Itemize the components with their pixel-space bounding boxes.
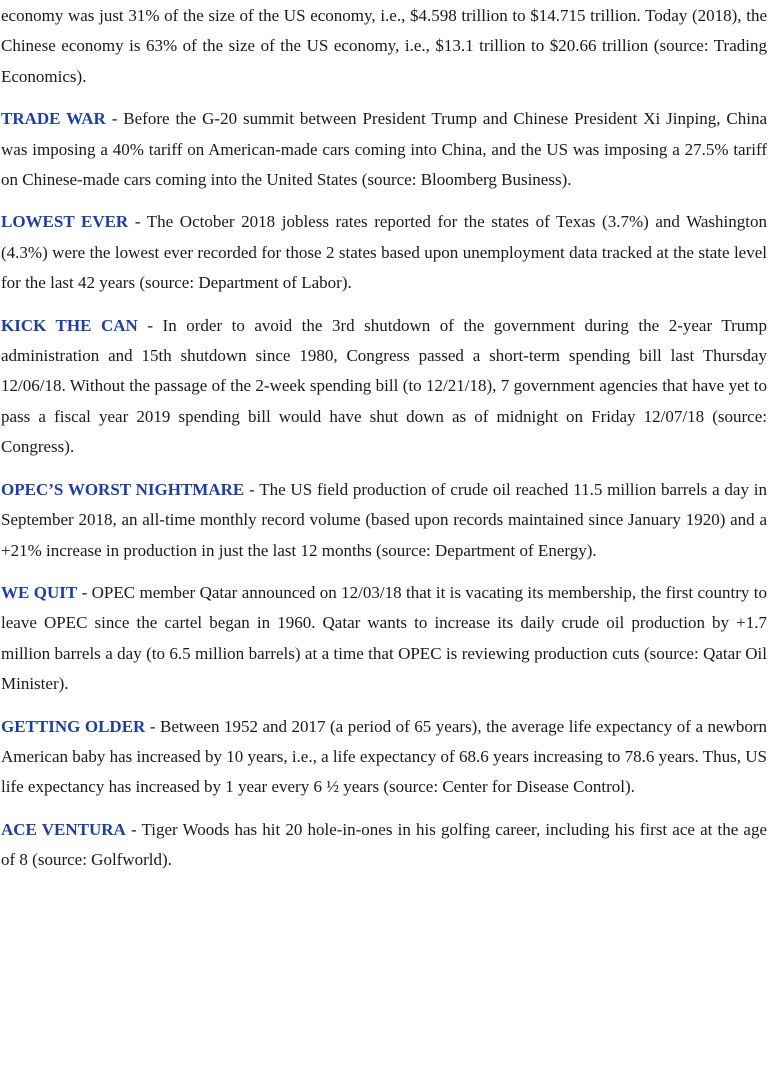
item-heading: WE QUIT (1, 582, 78, 602)
heading-separator: - (105, 109, 124, 129)
item-trade-war (1, 104, 767, 195)
item-heading: KICK THE CAN (1, 315, 138, 335)
item-body: OPEC member Qatar announced on 12/03/18 that it is vacating its membership, the first country to leave OPEC since the cartel began in 1960. Qatar wants to increase its daily crude oil production by +1.7 million barrels a day (to 6.5 million barrels) at a time that OPEC is reviewing production cuts (source: Qatar Oil Minister). (1, 582, 767, 694)
item-kick-the-can (1, 311, 767, 463)
item-lowest-ever (1, 207, 767, 298)
heading-separator: - (77, 582, 92, 602)
item-body: The US field production of crude oil reached 11.5 million barrels a day in September 2018, an all-time monthly record volume (based upon records maintained since January 1920) and a +21% increase in production in just the last 12 months (source: Department of Energy). (1, 479, 767, 560)
item-body: The October 2018 jobless rates reported for the states of Texas (3.7%) and Washington (4.3%) were the lowest ever recorded for those 2 states based upon unemployment data tracked at the state level for the last 42 years (source: Department of Labor). (1, 212, 767, 293)
item-heading: ACE VENTURA (1, 819, 126, 839)
item-body: Tiger Woods has hit 20 hole-in-ones in his golfing career, including his first ace at the age of 8 (source: Golfworld). (1, 819, 767, 870)
heading-separator: - (137, 315, 163, 335)
item-we-quit (1, 578, 767, 700)
item-heading: TRADE WAR (1, 109, 106, 129)
item-opec-worst-nightmare (1, 475, 767, 566)
intro-paragraph: economy was just 31% of the size of the US economy, i.e., $4.598 trillion to $14.715 trillion. Today (2018), the Chinese economy is 63% of the size of the US economy, i.e., $13.1 trillion to $20.66 trillion (source: Trading Economics). (1, 6, 767, 86)
heading-separator: - (145, 716, 160, 736)
item-heading: GETTING OLDER (1, 716, 146, 736)
heading-separator: - (128, 212, 147, 232)
item-ace-ventura (1, 815, 767, 876)
item-heading: LOWEST EVER (1, 212, 129, 232)
item-body: Before the G-20 summit between President Trump and Chinese President Xi Jinping, China was imposing a 40% tariff on American-made cars coming into China, and the US was imposing a 27.5% tariff on Chinese-made cars coming into the United States (source: Bloomberg Business). (1, 109, 767, 190)
item-getting-older (1, 712, 767, 803)
heading-separator: - (244, 479, 260, 499)
item-heading: OPEC’S WORST NIGHTMARE (1, 479, 245, 499)
item-body: In order to avoid the 3rd shutdown of the government during the 2-year Trump administration and 15th shutdown since 1980, Congress passed a short-term spending bill last Thursday 12/06/18. Without the passage of the 2-week spending bill (to 12/21/18), 7 government agencies that have yet to pass a fiscal year 2019 spending bill would have shut down as of midnight on Friday 12/07/18 (source: Congress). (1, 315, 768, 457)
item-body: Between 1952 and 2017 (a period of 65 years), the average life expectancy of a newborn American baby has increased by 10 years, i.e., a life expectancy of 68.6 years increasing to 78.6 years. Thus, US life expectancy has increased by 1 year every 6 ½ years (source: Center for Disease Control). (1, 716, 767, 797)
heading-separator: - (125, 819, 142, 839)
